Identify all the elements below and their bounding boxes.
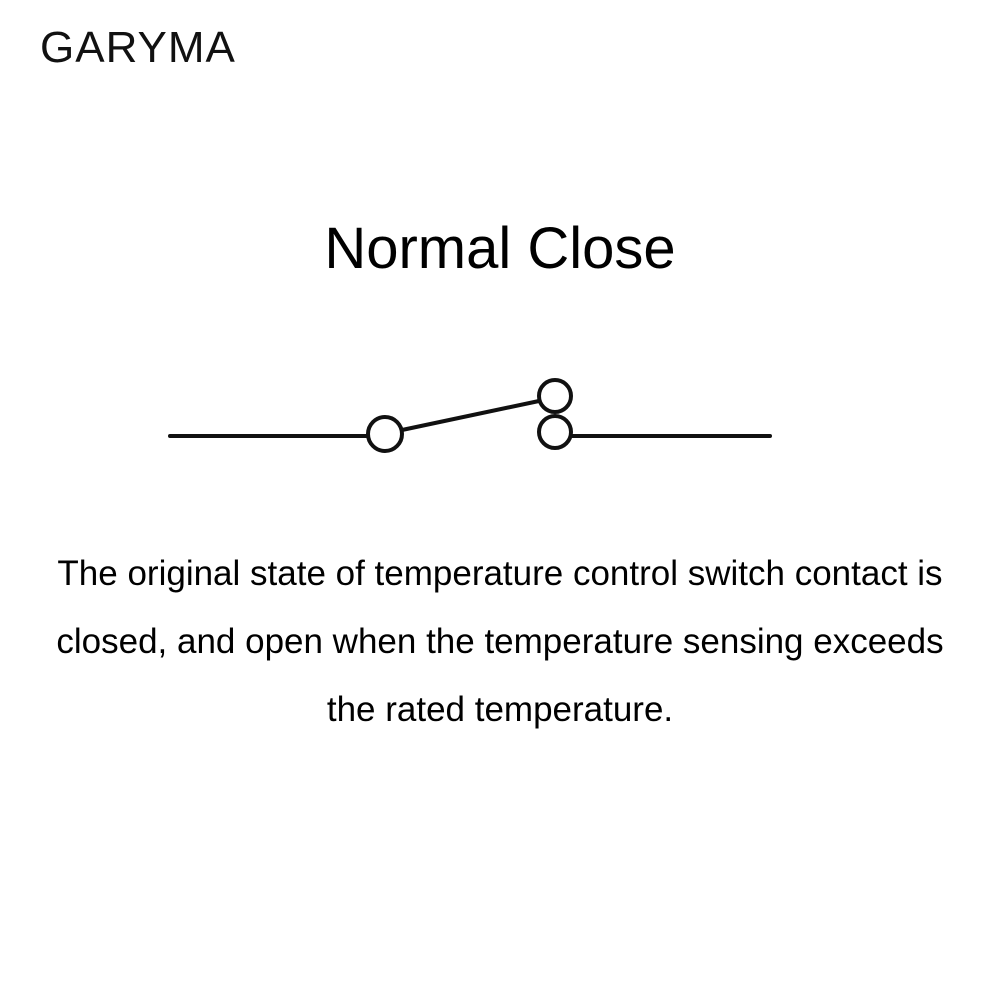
description-line: the rated temperature. bbox=[326, 690, 674, 729]
diagram-title: Normal Close bbox=[324, 216, 676, 281]
description-text bbox=[0, 540, 1000, 744]
lower-contact-terminal bbox=[539, 416, 571, 448]
brand-logo: GARYMA bbox=[40, 23, 236, 72]
switch-arm bbox=[402, 401, 539, 430]
normally-closed-switch-icon bbox=[0, 360, 1000, 480]
upper-contact-terminal bbox=[539, 380, 571, 412]
description-line: The original state of temperature control switch contact is bbox=[57, 554, 943, 593]
description-line: closed, and open when the temperature sensing exceeds bbox=[56, 622, 944, 661]
left-contact-terminal bbox=[368, 417, 402, 451]
